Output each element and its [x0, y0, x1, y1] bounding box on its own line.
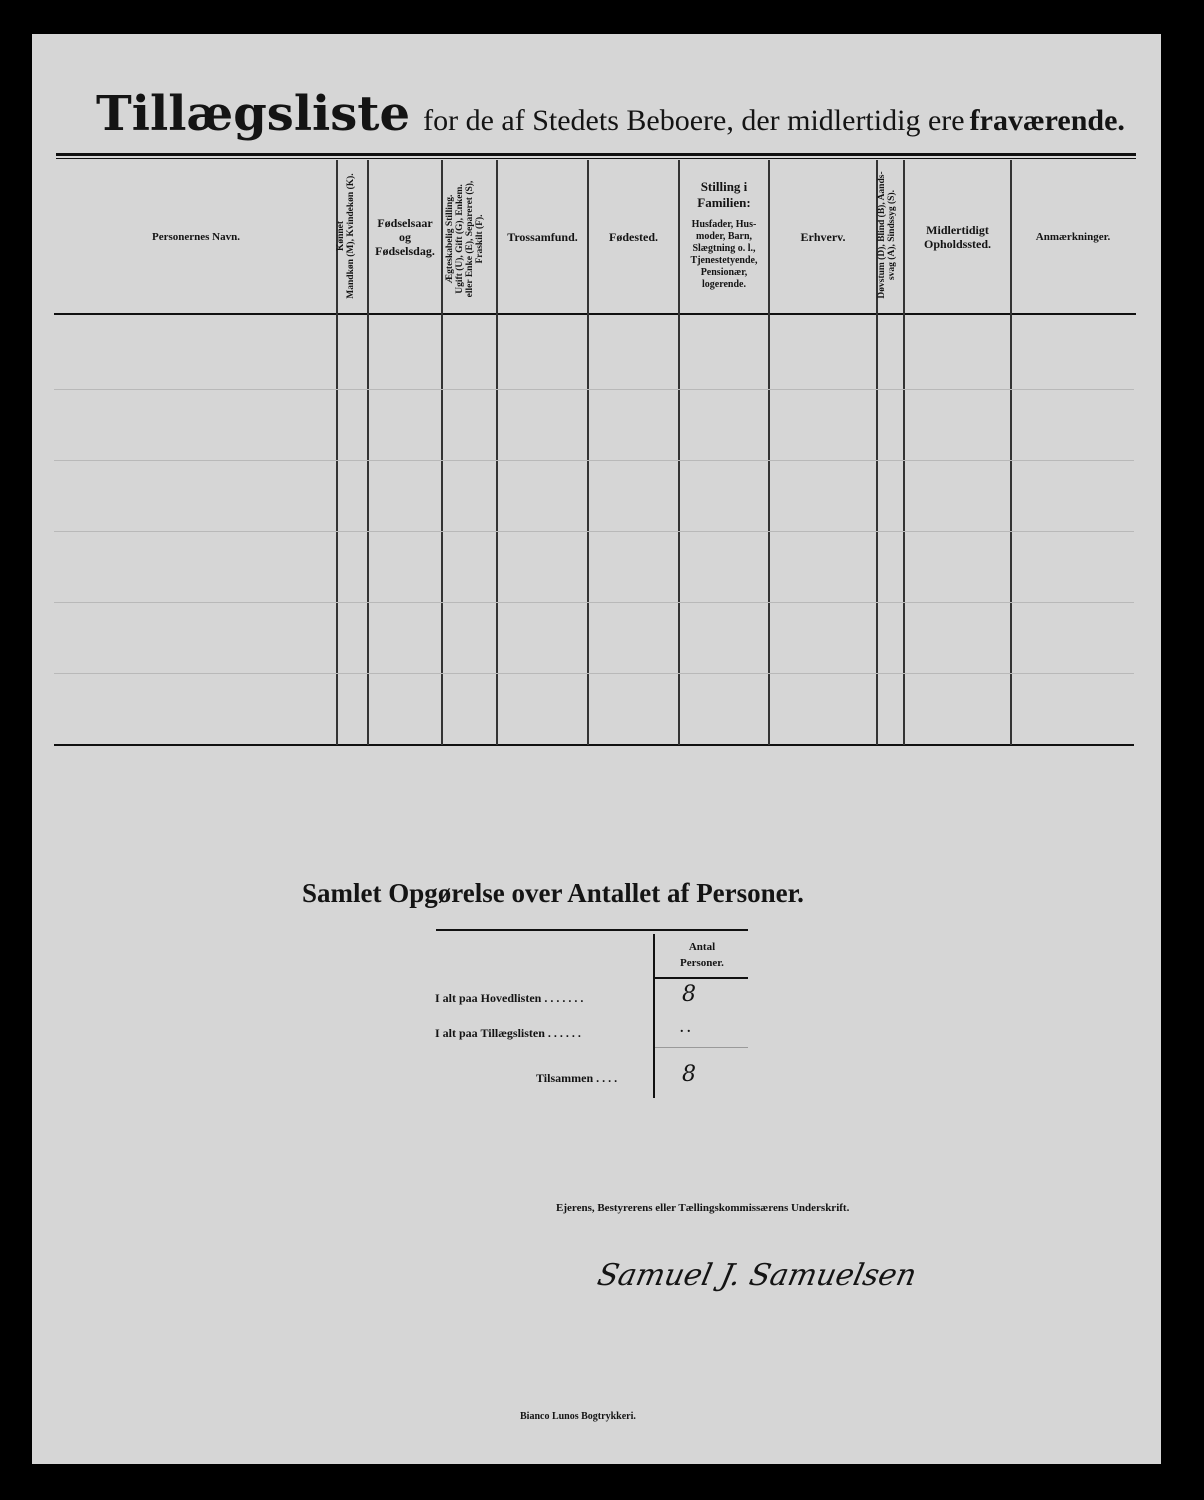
top-rule: [56, 153, 1136, 156]
summary-row-label: I alt paa Hovedlisten . . . . . . .: [435, 991, 584, 1005]
summary-divider: [653, 934, 655, 1098]
summary-row-value: . .: [680, 1021, 691, 1036]
summary-row-value: 8: [682, 1062, 696, 1087]
summary-count-header: Antal Personer.: [680, 941, 724, 969]
summary-row-label: Tilsammen . . . .: [536, 1071, 618, 1085]
summary-title: Samlet Opgørelse over Antallet af Personer.: [302, 878, 804, 908]
summary-row-label: I alt paa Tillægslisten . . . . . .: [435, 1026, 581, 1040]
summary-header-rule: [655, 977, 748, 979]
header-disability: Døvstum (D), Blind (B), Aands- svag (A), Sindssyg (S).: [877, 171, 897, 299]
header-family-desc: Husfader, Hus- moder, Barn, Slægtning o. l., Tjenestetyende, Pensionær, logerende.: [690, 219, 758, 290]
signature: Samuel J. Samuelsen: [594, 1258, 920, 1293]
top-rule-thin: [56, 158, 1136, 159]
form-title: [96, 86, 1125, 142]
header-bottom-rule: [54, 313, 1136, 315]
title-end: fraværende.: [969, 104, 1125, 137]
summary-sum-rule: [655, 1047, 748, 1048]
header-name: Personernes Navn.: [152, 230, 240, 243]
header-remarks: Anmærkninger.: [1035, 230, 1111, 243]
header-birth: Fødselsaar og Fødselsdag.: [375, 215, 435, 258]
printer-credit: Bianco Lunos Bogtrykkeri.: [520, 1411, 636, 1422]
header-occupation: Erhverv.: [800, 229, 846, 244]
table-row: [54, 460, 1134, 461]
col-divider: [441, 160, 443, 745]
summary-row-value: 8: [682, 982, 696, 1007]
header-religion: Trossamfund.: [507, 229, 578, 244]
table-row: [54, 531, 1134, 532]
header-sex: Kønnet Mandkøn (M), Kvindekøn (K).: [336, 173, 356, 299]
title-main: Tillægsliste: [96, 86, 411, 142]
table-bottom-rule: [54, 744, 1134, 746]
table-row: [54, 673, 1134, 674]
table-row: [54, 389, 1134, 390]
signature-label: Ejerens, Bestyrerens eller Tællingskommissærens Underskrift.: [556, 1202, 850, 1214]
header-birthplace: Fødested.: [609, 229, 658, 244]
header-family-title: Stilling i Familien:: [697, 179, 751, 210]
table-row: [54, 602, 1134, 603]
header-temp-residence: Midlertidigt Opholdssted.: [923, 222, 992, 251]
title-middle: for de af Stedets Beboere, der midlertidig ere: [423, 104, 965, 137]
summary-top-rule: [436, 929, 748, 931]
header-marital: Ægteskabelig Stilling. Ugift (U), Gift (G), Enkem. eller Enke (E), Separeret (S), Fraskilt (F).: [445, 180, 485, 298]
